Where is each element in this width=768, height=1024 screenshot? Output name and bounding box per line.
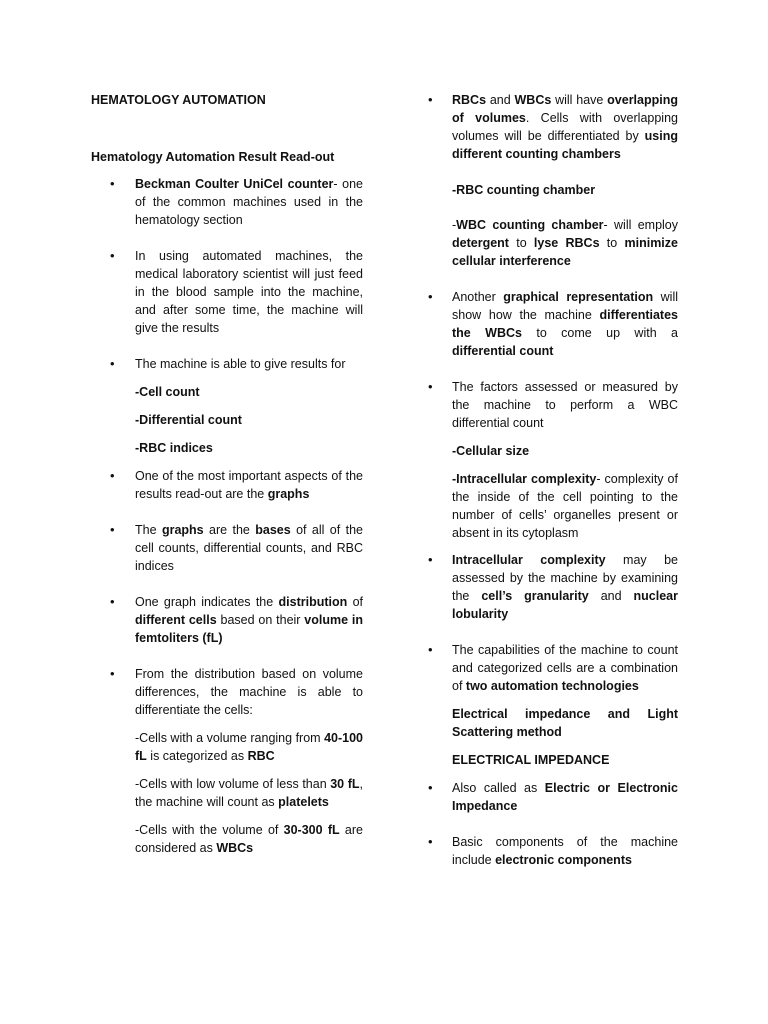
bullet-overlapping-volumes: • RBCs and WBCs will have overlapping of volumes. Cells with overlapping volumes will be differentiated by using different counting chambers (424, 91, 678, 163)
right-bullet-list-2 (424, 288, 678, 432)
result-rbc-indices: -RBC indices (135, 441, 213, 455)
result-cell-count: -Cell count (135, 385, 200, 399)
left-bullet-list (91, 175, 363, 373)
right-bullet-list (424, 91, 678, 163)
bullet-distribution: • One graph indicates the distribution of different cells based on their volume in femtoliters (fL) (91, 593, 363, 647)
right-bullet-list-4 (424, 779, 678, 869)
bullet-volume-differences: • From the distribution based on volume differences, the machine is able to differentiate the cells: (91, 665, 363, 719)
technologies-names: Electrical impedance and Light Scattering method (452, 707, 678, 739)
right-bullet-list-3 (424, 551, 678, 695)
section-title: Hematology Automation Result Read-out (91, 150, 335, 164)
cell-volume-platelets: -Cells with low volume of less than 30 fL, the machine will count as platelets (135, 777, 363, 809)
bullet-graphs-bases: • The graphs are the bases of all of the cell counts, differential counts, and RBC indices (91, 521, 363, 575)
factor-intracellular-complexity: -Intracellular complexity- complexity of the inside of the cell pointing to the number of cells’ organelles present or absent in its cytoplasm (452, 472, 678, 540)
page-title: HEMATOLOGY AUTOMATION (91, 93, 266, 107)
right-column (424, 91, 678, 869)
wbc-counting-chamber: -WBC counting chamber- will employ detergent to lyse RBCs to minimize cellular interference (452, 218, 679, 268)
factor-cellular-size: -Cellular size (452, 444, 530, 458)
bullet-graphical-representation: • Another graphical representation will show how the machine differentiates the WBCs to come up with a differential count (424, 288, 678, 360)
result-differential-count: -Differential count (135, 413, 242, 427)
cell-volume-wbcs: -Cells with the volume of 30-300 fL are considered as WBCs (135, 823, 363, 855)
left-bullet-list-2 (91, 467, 363, 719)
electrical-impedance-heading: ELECTRICAL IMPEDANCE (452, 753, 610, 767)
bullet-automated-machines: • In using automated machines, the medical laboratory scientist will just feed in the blood sample into the machine, and after some time, the machine will give the results (91, 247, 363, 337)
bullet-factors-assessed: • The factors assessed or measured by the machine to perform a WBC differential count (424, 378, 678, 432)
left-column (91, 91, 363, 857)
bullet-also-called: • Also called as Electric or Electronic Impedance (424, 779, 678, 815)
cell-volume-rbc: -Cells with a volume ranging from 40-100 fL is categorized as RBC (135, 731, 363, 763)
bullet-basic-components: • Basic components of the machine include electronic components (424, 833, 678, 869)
bullet-results-for: • The machine is able to give results for (91, 355, 363, 373)
bullet-capabilities: • The capabilities of the machine to count and categorized cells are a combination of two automation technologies (424, 641, 678, 695)
bullet-intracellular-complexity: • Intracellular complexity may be assessed by the machine by examining the cell’s granularity and nuclear lobularity (424, 551, 678, 623)
bullet-beckman-coulter: • Beckman Coulter UniCel counter- one of the common machines used in the hematology section (91, 175, 363, 229)
bullet-graphs-importance: • One of the most important aspects of the results read-out are the graphs (91, 467, 363, 503)
rbc-counting-chamber: -RBC counting chamber (452, 183, 596, 197)
